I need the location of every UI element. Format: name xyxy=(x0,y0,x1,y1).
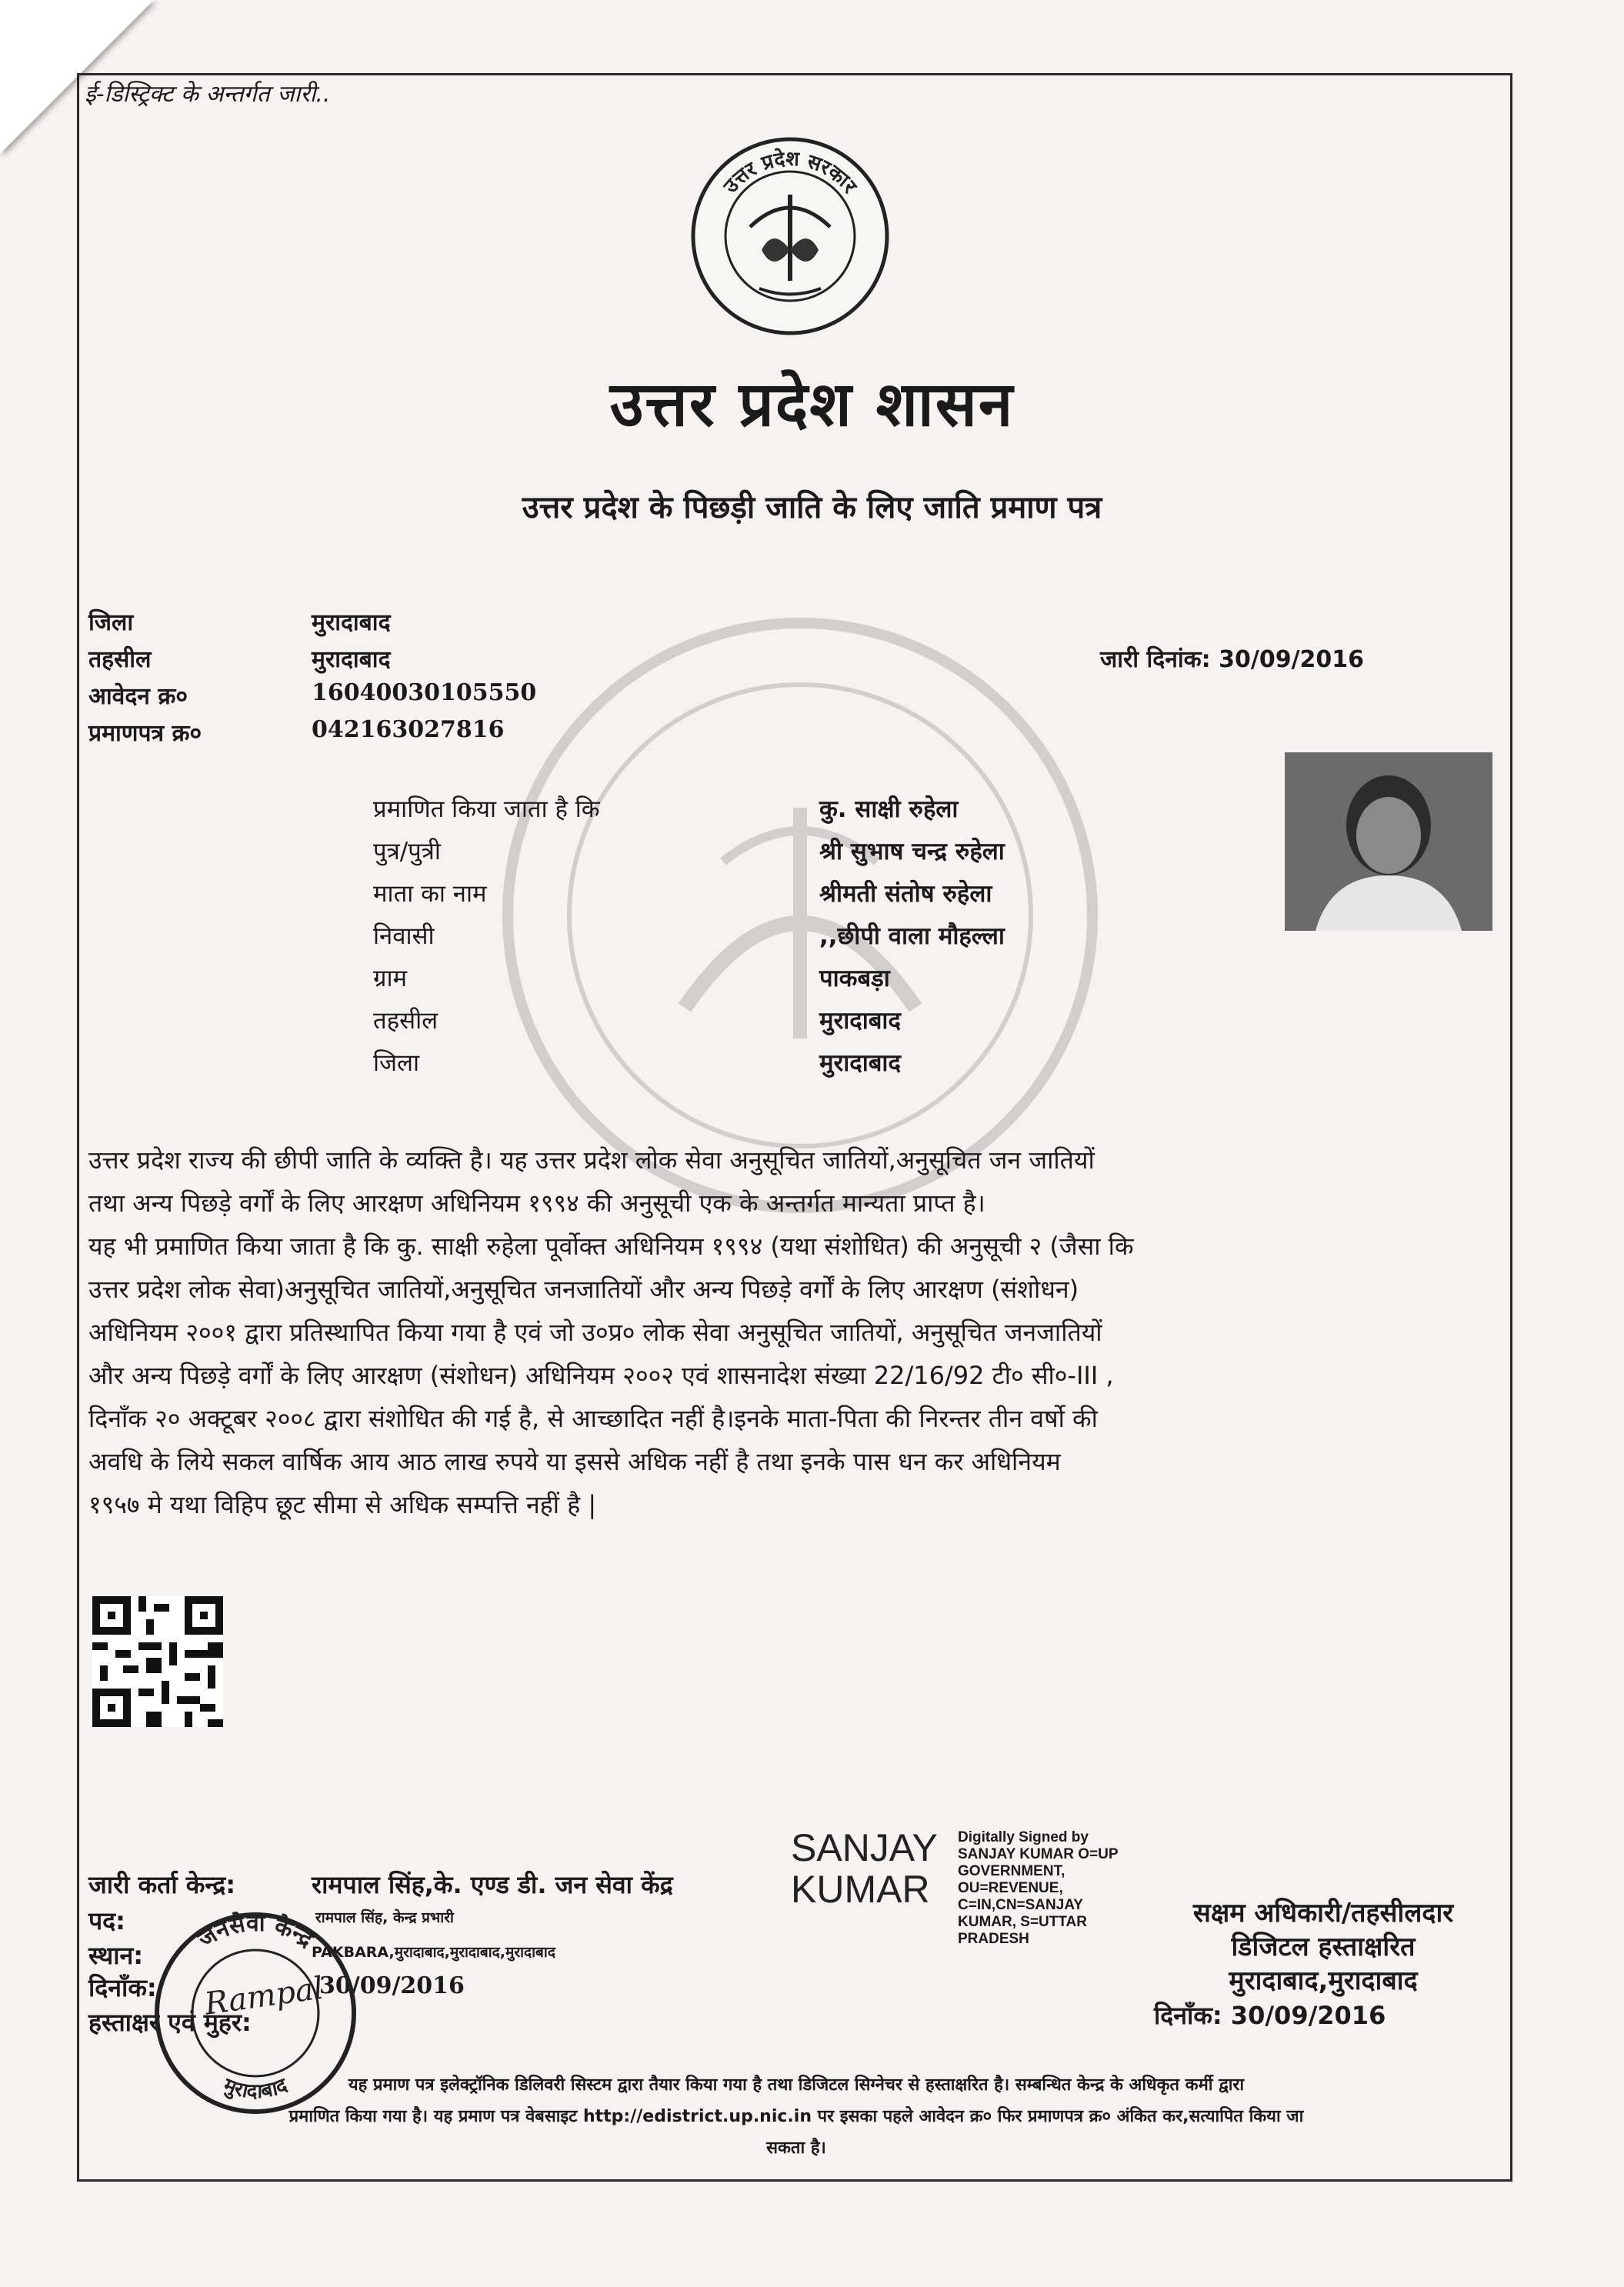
detail-label: निवासी xyxy=(373,922,435,950)
body-line: अधिनियम २००१ द्वारा प्रतिस्थापित किया गया है एवं जो उ०प्र० लोक सेवा अनुसूचित जातियों, अनुसूचित जनजातियों xyxy=(88,1318,1102,1347)
issuing-center-row xyxy=(88,1868,673,1901)
body-line: १९५७ मे यथा विहिप छूट सीमा से अधिक सम्पत्ति नहीं है | xyxy=(88,1490,597,1519)
center-value: रामपाल सिंह,के. एण्ड डी. जन सेवा केंद्र xyxy=(312,1870,673,1899)
meta-value: 042163027816 xyxy=(312,716,505,743)
detail-label: पुत्र/पुत्री xyxy=(373,838,441,865)
stamp-top-text: जनसेवा केन्द्र xyxy=(193,1909,318,1954)
signature-info-line: OU=REVENUE, xyxy=(958,1880,1063,1896)
authority-block xyxy=(1142,1896,1504,1998)
detail-value: मुरादाबाद xyxy=(819,1007,901,1035)
digital-signer-name xyxy=(791,1827,938,1910)
emblem-arc-text: उत्तर प्रदेश सरकार xyxy=(719,147,862,198)
verification-qr-code xyxy=(92,1596,223,1727)
meta-value: मुरादाबाद xyxy=(312,646,391,673)
signature-info-line: KUMAR, S=UTTAR xyxy=(958,1914,1088,1930)
verification-footer xyxy=(92,2069,1500,2164)
body-line: अवधि के लिये सकल वार्षिक आय आठ लाख रुपये या इससे अधिक नहीं है तथा इनके पास धन कर अधिनियम xyxy=(88,1447,1061,1476)
detail-value: मुरादाबाद xyxy=(819,1049,901,1077)
signature-info-line: C=IN,CN=SANJAY xyxy=(958,1897,1083,1913)
detail-label: प्रमाणित किया जाता है कि xyxy=(373,795,600,823)
meta-label: जिला xyxy=(88,609,134,636)
svg-text:जनसेवा केन्द्र xyxy=(192,1909,318,1953)
officer-sign-date: दिनाँक: 30/09/2016 xyxy=(1154,2001,1386,2030)
place-label: स्थान: xyxy=(88,1941,144,1970)
digitally-signed-note: डिजिटल हस्ताक्षरित xyxy=(1231,1932,1416,1962)
signature-info-line: Digitally Signed by xyxy=(958,1829,1089,1845)
body-line: यह भी प्रमाणित किया जाता है कि कु. साक्षी रुहेला पूर्वोक्त अधिनियम १९९४ (यथा संशोधित) की अनुसूची २ (जैसा कि xyxy=(88,1232,1134,1261)
date-value: 30/09/2016 xyxy=(319,1972,465,1999)
body-line: और अन्य पिछड़े वर्गों के लिए आरक्षण (संशोधन) अधिनियम २००२ एवं शासनादेश संख्या 22/16/92 टी० सी०-III , xyxy=(88,1361,1114,1390)
detail-label: जिला xyxy=(373,1049,420,1077)
signature-info-line: PRADESH xyxy=(958,1931,1029,1947)
up-government-emblem xyxy=(689,135,892,338)
meta-value: मुरादाबाद xyxy=(312,609,391,636)
post-value: रामपाल सिंह, केन्द्र प्रभारी xyxy=(315,1909,454,1926)
officer-designation: सक्षम अधिकारी/तहसीलदार xyxy=(1192,1898,1454,1929)
officer-location: मुरादाबाद,मुरादाबाद xyxy=(1229,1965,1418,1996)
detail-value: श्री सुभाष चन्द्र रुहेला xyxy=(819,838,1005,865)
detail-value: श्रीमती संतोष रुहेला xyxy=(819,880,992,908)
digital-signature-info xyxy=(958,1829,1165,1948)
body-line: दिनाँक २० अक्टूबर २००८ द्वारा संशोधित की गई है, से आच्छादित नहीं है।इनके माता-पिता की निरन्तर तीन वर्षो की xyxy=(88,1404,1098,1433)
certificate-type-title: उत्तर प्रदेश के पिछड़ी जाति के लिए जाति प्रमाण पत्र xyxy=(522,490,1102,525)
edistrict-note: ई-डिस्ट्रिक्ट के अन्तर्गत जारी.. xyxy=(85,81,331,108)
seal-watermark xyxy=(492,608,1108,1223)
signer-last-name: KUMAR xyxy=(791,1868,930,1911)
detail-label: ग्राम xyxy=(373,965,408,992)
signer-first-name: SANJAY xyxy=(791,1826,938,1869)
body-line: तथा अन्य पिछड़े वर्गों के लिए आरक्षण अधिनियम १९९४ की अनुसूची एक के अन्तर्गत मान्यता प्राप्त है। xyxy=(88,1189,985,1218)
meta-label: आवेदन क्र० xyxy=(88,683,188,710)
post-label: पद: xyxy=(88,1906,125,1935)
place-value: PAKBARA,मुरादाबाद,मुरादाबाद,मुरादाबाद xyxy=(312,1944,555,1961)
body-line: उत्तर प्रदेश राज्य की छीपी जाति के व्यक्ति है। यह उत्तर प्रदेश लोक सेवा अनुसूचित जातियों,अनुसूचित जन जातियों xyxy=(88,1145,1095,1175)
applicant-photo xyxy=(1285,752,1492,931)
detail-value: ,,छीपी वाला मौहल्ला xyxy=(819,922,1005,950)
issue-date: जारी दिनांक: 30/09/2016 xyxy=(1100,646,1365,673)
sign-seal-label: हस्ताक्षर एवं मुहर: xyxy=(88,2008,252,2037)
body-line: उत्तर प्रदेश लोक सेवा)अनुसूचित जातियों,अनुसूचित जनजातियों और अन्य पिछड़े वर्गों के लिए आरक्षण (संशोधन) xyxy=(88,1275,1079,1304)
meta-label: प्रमाणपत्र क्र० xyxy=(88,720,202,747)
detail-label: तहसील xyxy=(373,1007,439,1035)
signature-info-line: GOVERNMENT, xyxy=(958,1863,1065,1879)
stamp-signature: Rampal xyxy=(202,1970,326,2022)
footer-line: यह प्रमाण पत्र इलेक्ट्रॉनिक डिलिवरी सिस्टम द्वारा तैयार किया गया है तथा डिजिटल सिग्नेचर से हस्ताक्षरित है। सम्बन्धित केन्द्र के अधिकृत कर्मी द्वारा xyxy=(348,2075,1245,2095)
certificate-body xyxy=(88,1138,1473,1526)
footer-line: प्रमाणित किया गया है। यह प्रमाण पत्र वेबसाइट http://edistrict.up.nic.in पर इसका पहले आवेदन क्र० फिर प्रमाणपत्र क्र० अंकित कर,सत्यापित किया जा xyxy=(288,2107,1304,2126)
detail-value: पाकबड़ा xyxy=(819,965,890,992)
certificate-authority-title: उत्तर प्रदेश शासन xyxy=(609,368,1015,440)
center-label: जारी कर्ता केन्द्र: xyxy=(88,1870,236,1899)
detail-label: माता का नाम xyxy=(373,880,487,908)
detail-value: कु. साक्षी रुहेला xyxy=(819,795,959,823)
date-label: दिनाँक: xyxy=(88,1973,157,2002)
signature-info-line: SANJAY KUMAR O=UP xyxy=(958,1846,1119,1862)
stamp-bottom-text: मुरादाबाद xyxy=(220,2073,291,2104)
footer-line: सकता है। xyxy=(766,2139,826,2158)
meta-label: तहसील xyxy=(88,646,152,673)
meta-value: 16040030105550 xyxy=(312,679,537,706)
